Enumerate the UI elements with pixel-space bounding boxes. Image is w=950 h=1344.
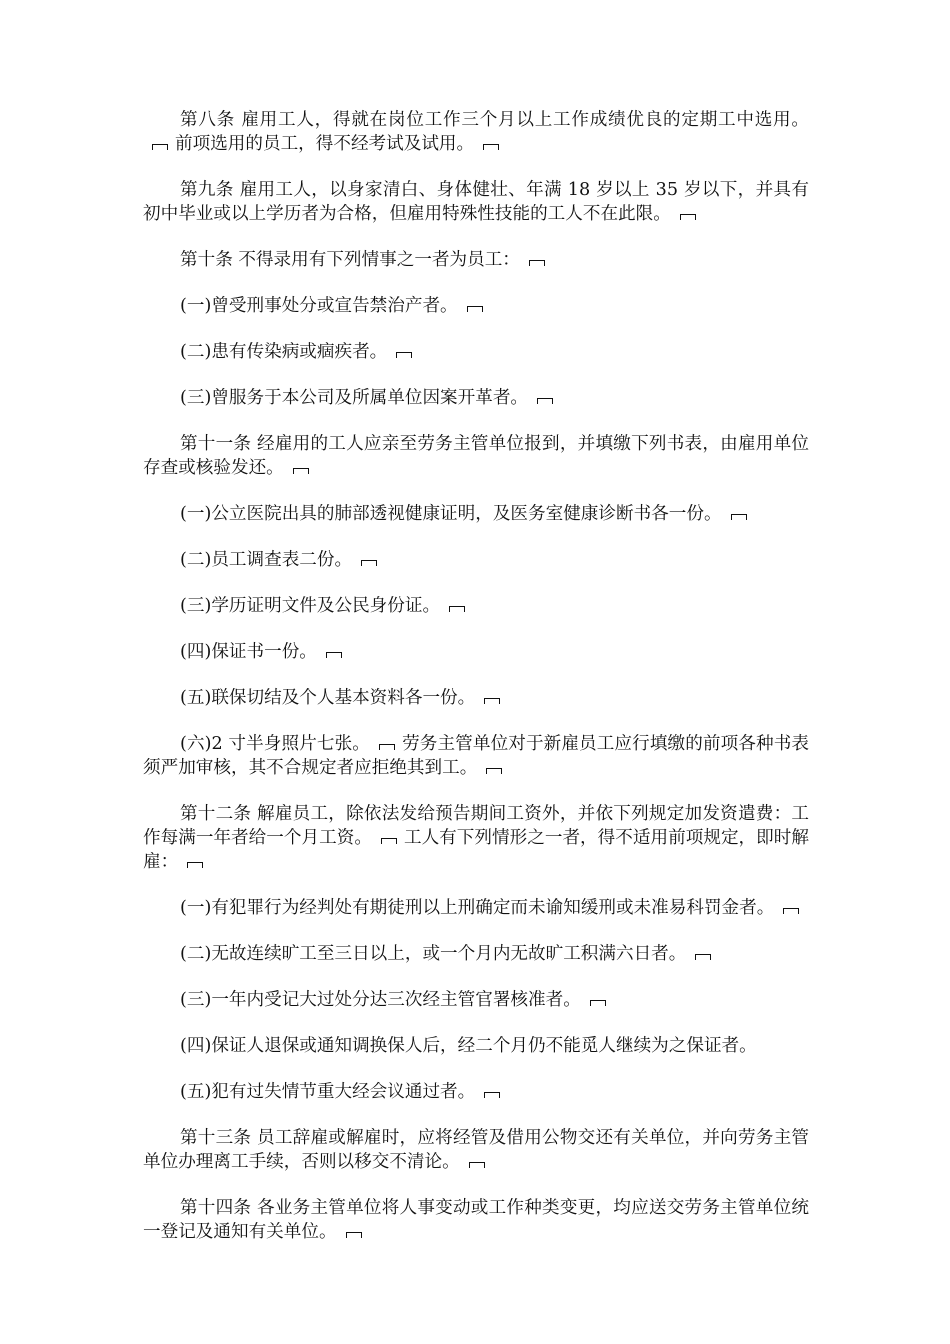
- article-12-item-2: (二)无故连续旷工至三日以上，或一个月内无故旷工积满六日者。: [143, 942, 809, 966]
- paragraph-mark-icon: [529, 260, 545, 266]
- article-11-item-2: (二)员工调查表二份。: [143, 548, 809, 572]
- article-12-item-1: (一)有犯罪行为经判处有期徒刑以上刑确定而未谕知缓刑或未准易科罚金者。: [143, 896, 809, 920]
- article-11-item-1: (一)公立医院出具的肺部透视健康证明，及医务室健康诊断书各一份。: [143, 502, 809, 526]
- article-11-item-5: (五)联保切结及个人基本资料各一份。: [143, 686, 809, 710]
- article-10-item-3: (三)曾服务于本公司及所属单位因案开革者。: [143, 386, 809, 410]
- paragraph-mark-icon: [381, 838, 397, 844]
- article-8: 第八条 雇用工人，得就在岗位工作三个月以上工作成绩优良的定期工中选用。前项选用的员工，得不经考试及试用。: [143, 108, 809, 156]
- paragraph-mark-icon: [361, 560, 377, 566]
- article-14: 第十四条 各业务主管单位将人事变动或工作种类变更，均应送交劳务主管单位统一登记及通知有关单位。: [143, 1198, 809, 1242]
- paragraph-mark-icon: [486, 768, 502, 774]
- article-12-item-3: (三)一年内受记大过处分达三次经主管官署核准者。: [143, 988, 809, 1012]
- article-10: 第十条 不得录用有下列情事之一者为员工：: [143, 248, 809, 272]
- paragraph-mark-icon: [484, 698, 500, 704]
- article-12-item-4: (四)保证人退保或通知调换保人后，经二个月仍不能觅人继续为之保证者。: [180, 1036, 757, 1056]
- article-11-item-4: (四)保证书一份。: [143, 640, 809, 664]
- paragraph-mark-icon: [537, 398, 553, 404]
- article-12-item-5: (五)犯有过失情节重大经会议通过者。: [143, 1080, 809, 1104]
- article-9: 第九条 雇用工人，以身家清白、身体健壮、年满 18 岁以上 35 岁以下，并具有初中毕业或以上学历者为合格，但雇用特殊性技能的工人不在此限。: [143, 180, 809, 224]
- article-10-item-2: (二)患有传染病或痼疾者。: [143, 340, 809, 364]
- document-body: [143, 108, 809, 1266]
- paragraph-mark-icon: [346, 1232, 362, 1238]
- paragraph-mark-icon: [467, 306, 483, 312]
- paragraph-mark-icon: [396, 352, 412, 358]
- paragraph-mark-icon: [731, 514, 747, 520]
- paragraph-mark-icon: [484, 1092, 500, 1098]
- paragraph-mark-icon: [379, 744, 395, 750]
- article-10-item-1: (一)曾受刑事处分或宣告禁治产者。: [143, 294, 809, 318]
- paragraph-mark-icon: [293, 468, 309, 474]
- article-11-item-6: (六)2 寸半身照片七张。 劳务主管单位对于新雇员工应行填缴的前项各种书表须严加审核，其不合规定者应拒绝其到工。: [143, 734, 809, 778]
- article-11: 第十一条 经雇用的工人应亲至劳务主管单位报到，并填缴下列书表，由雇用单位存查或核验发还。: [143, 434, 809, 478]
- article-12: 第十二条 解雇员工，除依法发给预告期间工资外，并依下列规定加发资遣费：工作每满一年者给一个月工资。 工人有下列情形之一者，得不适用前项规定，即时解雇：: [143, 804, 809, 872]
- paragraph-mark-icon: [152, 144, 168, 150]
- article-13: 第十三条 员工辞雇或解雇时，应将经管及借用公物交还有关单位，并向劳务主管单位办理离工手续，否则以移交不清论。: [143, 1128, 809, 1172]
- paragraph-mark-icon: [469, 1162, 485, 1168]
- paragraph-mark-icon: [449, 606, 465, 612]
- paragraph-mark-icon: [187, 862, 203, 868]
- paragraph-mark-icon: [680, 214, 696, 220]
- paragraph-mark-icon: [695, 954, 711, 960]
- paragraph-mark-icon: [326, 652, 342, 658]
- article-11-item-3: (三)学历证明文件及公民身份证。: [143, 594, 809, 618]
- paragraph-mark-icon: [783, 908, 799, 914]
- paragraph-mark-icon: [483, 144, 499, 150]
- paragraph-mark-icon: [590, 1000, 606, 1006]
